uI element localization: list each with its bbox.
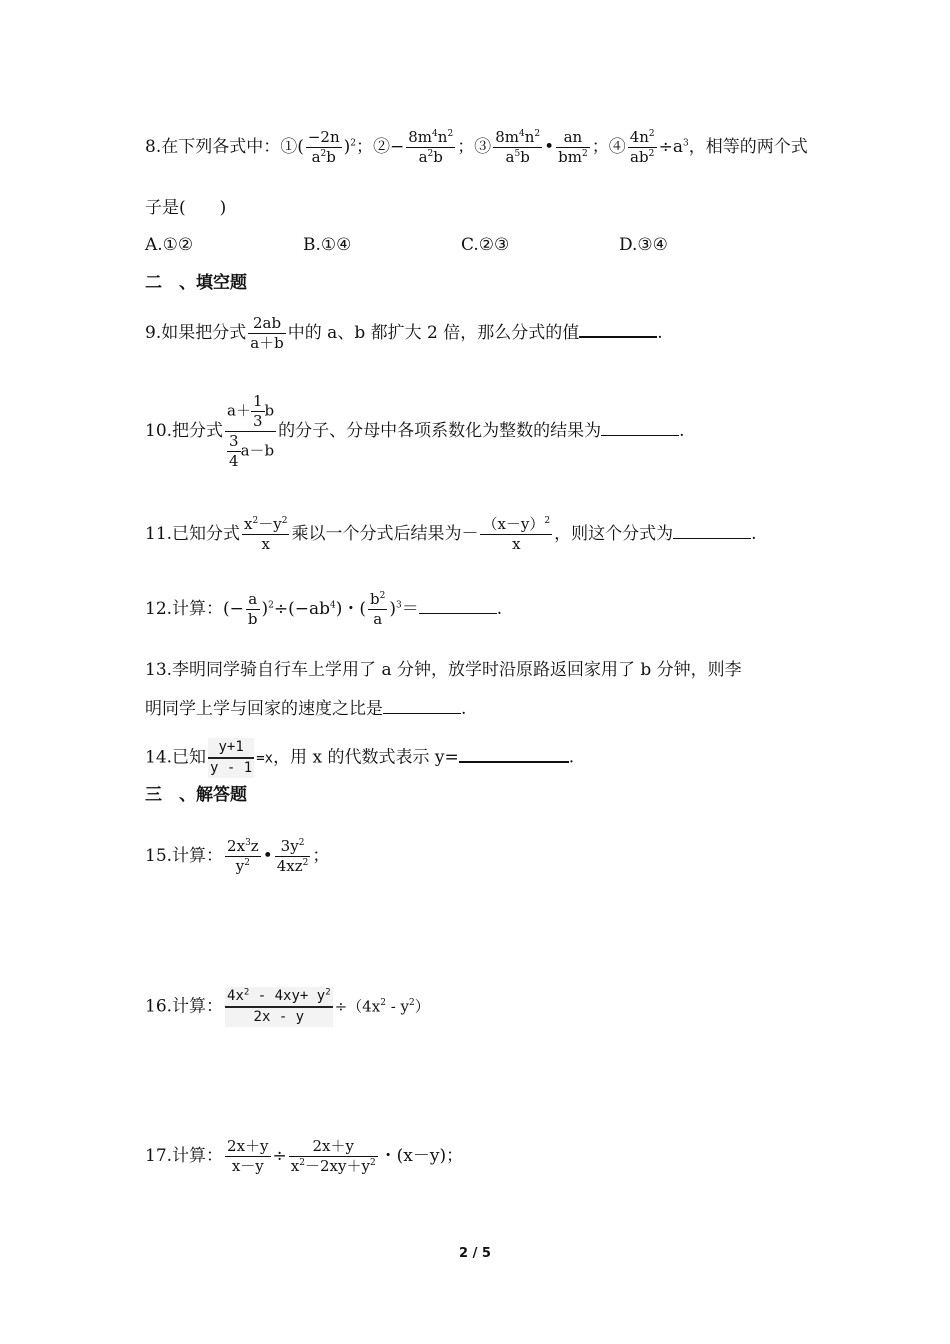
option-b: B.①④: [303, 235, 352, 255]
q14-fraction-image: $\frac{y+1}{y - 1}$: [210, 739, 253, 776]
q8-fraction-2: $\frac{8m^4n^2}{a^2b}$: [408, 128, 454, 166]
q11-fraction-2: $\frac{(x-y)^2}{x}$: [482, 515, 551, 553]
q16-fraction-image: $\frac{4x^2 - 4xy+ y^2}{2x - y}$: [227, 987, 331, 1025]
question-13-line-2: 明同学上学与回家的速度之比是 .: [145, 699, 467, 719]
section-heading-answer: 三 、解答题: [145, 785, 247, 805]
q8-fraction-5: $\frac{4n^2}{ab^2}$: [629, 128, 655, 166]
question-8: 8.在下列各式中：①( $\frac{-2n}{a^2b}$ )$^2$；②− $\frac{8m^4n^2}{a^2b}$ ；③ $\frac{8m^4n^2}{a^5b}$ • $\frac{an}{bm^2}$ ；④ $\frac{4n^2}{ab^2}$ $\div a^3$，相等的两个式: [145, 128, 808, 166]
question-15: 15.计算： $\frac{2x^3z}{y^2}$ • $\frac{3y^2}{4xz^2}$ ；: [145, 837, 330, 875]
answer-blank: [419, 597, 497, 614]
question-9: 9.如果把分式 $\frac{2ab}{a+b}$ 中的 a、b 都扩大 2 倍，那么分式的值 .: [145, 314, 663, 352]
answer-blank: [601, 419, 679, 436]
q8-fraction-3: $\frac{8m^4n^2}{a^5b}$: [495, 128, 541, 166]
q12-fraction-1: $\frac{a}{b}$: [247, 590, 258, 628]
question-16: 16.计算： $\frac{4x^2 - 4xy+ y^2}{2x - y}$ $\div(4x^2 - y^2)$: [145, 987, 430, 1025]
q15-fraction-1: $\frac{2x^3z}{y^2}$: [227, 837, 259, 875]
option-d: D.③④: [619, 235, 668, 255]
section-heading-fill-in: 二 、填空题: [145, 273, 247, 293]
q8-fraction-1: $\frac{-2n}{a^2b}$: [307, 128, 340, 166]
question-17: 17.计算： $\frac{2x+y}{x-y}$ ÷ $\frac{2x+y}{x^2-2xy+y^2}$ ・(x－y)；: [145, 1137, 464, 1175]
question-14: 14.已知 $\frac{y+1}{y - 1}$ =x，用 x 的代数式表示 y= .: [145, 739, 575, 776]
q9-fraction: $\frac{2ab}{a+b}$: [250, 314, 284, 352]
option-a: A.①②: [145, 235, 194, 255]
q8-line-2: 子是( ): [145, 198, 227, 218]
answer-blank: [459, 745, 569, 763]
option-c: C.②③: [461, 235, 510, 255]
q12-fraction-2: $\frac{b^2}{a}$: [370, 590, 386, 628]
answer-blank: [673, 522, 751, 539]
q8-lead: 8.在下列各式中：①(: [145, 137, 304, 157]
q15-fraction-2: $\frac{3y^2}{4xz^2}$: [276, 837, 309, 875]
q10-complex-fraction: a＋ $\frac{1}{3}$ b $\frac{3}{4}$ a－b: [227, 392, 275, 470]
q17-fraction-1: $\frac{2x+y}{x-y}$: [227, 1137, 269, 1175]
question-13-line-1: 13.李明同学骑自行车上学用了 a 分钟，放学时沿原路返回家用了 b 分钟，则李: [145, 660, 742, 680]
q8-fraction-4: $\frac{an}{bm^2}$: [558, 128, 588, 166]
q11-fraction-1: $\frac{x^2-y^2}{x}$: [244, 515, 288, 553]
answer-blank: [383, 697, 461, 714]
answer-blank: [579, 320, 657, 338]
question-12: 12.计算：(− $\frac{a}{b}$ )$^2\div(-ab^4)$・( $\frac{b^2}{a}$ )$^3$＝ .: [145, 590, 503, 628]
question-10: 10.把分式 a＋ $\frac{1}{3}$ b $\frac{3}{4}$ a－b 的分子、分母中各项系数化为整数的结果为 .: [145, 392, 685, 470]
q17-fraction-2: $\frac{2x+y}{x^2-2xy+y^2}$: [290, 1137, 376, 1175]
q8-options: [145, 235, 777, 255]
page-number: 2 / 5: [459, 1246, 491, 1261]
question-11: 11.已知分式 $\frac{x^2-y^2}{x}$ 乘以一个分式后结果为－ $\frac{(x-y)^2}{x}$ ，则这个分式为 .: [145, 515, 757, 553]
